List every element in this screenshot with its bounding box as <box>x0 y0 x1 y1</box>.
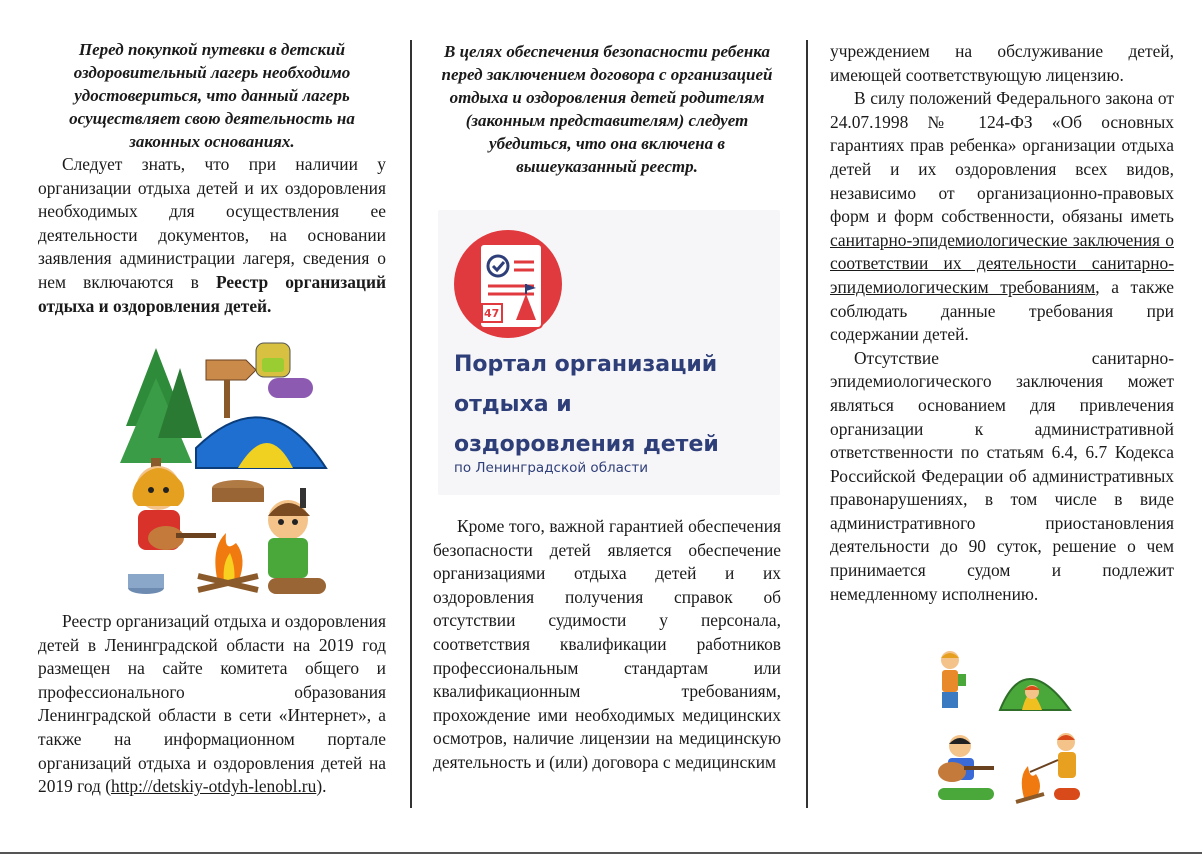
kids-camping-illustration <box>930 648 1080 808</box>
column-right-paragraph-1 <box>830 87 1174 347</box>
column-divider-right <box>806 40 808 808</box>
portal-badge: 47 <box>484 307 500 320</box>
column-left <box>38 38 386 318</box>
column-right-p1-end: , а также соблюдать данные требования при содержании детей. <box>830 276 1174 345</box>
column-left-bottom <box>38 610 386 799</box>
column-left-lead: Перед покупкой путевки в детский оздоровительный лагерь необходимо удостовериться, что данный лагерь осуществляет свою деятельность на законных основаниях. <box>69 40 355 151</box>
column-left-p2-text: Реестр организаций отдыха и оздоровления детей в Ленинградской области на 2019 год размещен на сайте комитета общего и профессионального образования Ленинградской области в сети «Интернет», а также на информационном портале организаций отдыха и оздоровления детей на 2019 год ( <box>38 611 386 797</box>
column-left-p1-text: Следует знать, что при наличии у организации отдыха детей и их оздоровления необходимых для осуществления ее деятельности документов, на основании заявления администрации лагеря, сведения о нем включаются в <box>38 154 386 292</box>
portal-link[interactable]: http://detskiy-otdyh-lenobl.ru <box>111 776 317 797</box>
column-left-paragraph-1 <box>38 153 386 318</box>
column-middle-body <box>433 515 781 775</box>
camping-illustration <box>118 338 333 600</box>
column-middle-lead: В целях обеспечения безопасности ребенка перед заключением договора с организацией отдыха и оздоровления детей родителям (законным представителям) следует убедиться, что она включена в вышеуказанный реестр. <box>441 42 773 176</box>
sanitary-conclusion-text: санитарно-эпидемиологические заключения о соответствии их деятельности санитарно-эпидемиологическим требованиям <box>830 229 1174 297</box>
portal-logo-block <box>438 210 780 495</box>
column-middle-paragraph-1: Кроме того, важной гарантией обеспечения безопасности детей является обеспечение организациями отдыха детей и их оздоровления получения справок об отсутствии судимости у персонала, соответствия квалификации работников профессиональным стандартам или квалификационным требованиям, прохождение ими необходимых медицинских осмотров, наличие лицензии на медицинскую деятельность и (или) договора с медицинским <box>433 516 781 772</box>
page-bottom-border <box>0 852 1202 854</box>
portal-subtitle: по Ленинградской области <box>454 460 648 476</box>
portal-title: Портал организаций отдыха и оздоровления детей <box>454 352 719 457</box>
column-divider-left <box>410 40 412 808</box>
portal-document-icon <box>452 228 572 346</box>
column-left-p2-end: ). <box>316 776 327 797</box>
column-middle <box>433 40 781 178</box>
column-right-p1-text: В силу положений Федерального закона от 24.07.1998 № 124-ФЗ «Об основных гарантиях прав ребенка» организации отдыха детей и их оздоровления всех видов, независимо от организационно-правовых форм и форм собственности, обязаны иметь <box>830 88 1174 227</box>
column-right-paragraph-0: учреждением на обслуживание детей, имеющей соответствующую лицензию. <box>830 41 1174 85</box>
column-left-paragraph-2 <box>38 610 386 799</box>
column-right-paragraph-2: Отсутствие санитарно-эпидемиологического заключения может являться основанием для привлечения организации к административной ответственности по статьям 6.4, 6.7 Кодекса Российской Федерации об административных правонарушениях, в том числе в виде административного приостановления деятельности до 90 суток, решение о чем принимается судом и подлежит немедленному исполнению. <box>830 347 1174 604</box>
column-right <box>830 40 1174 606</box>
registry-name: Реестр организаций отдыха и оздоровления детей. <box>38 271 386 316</box>
